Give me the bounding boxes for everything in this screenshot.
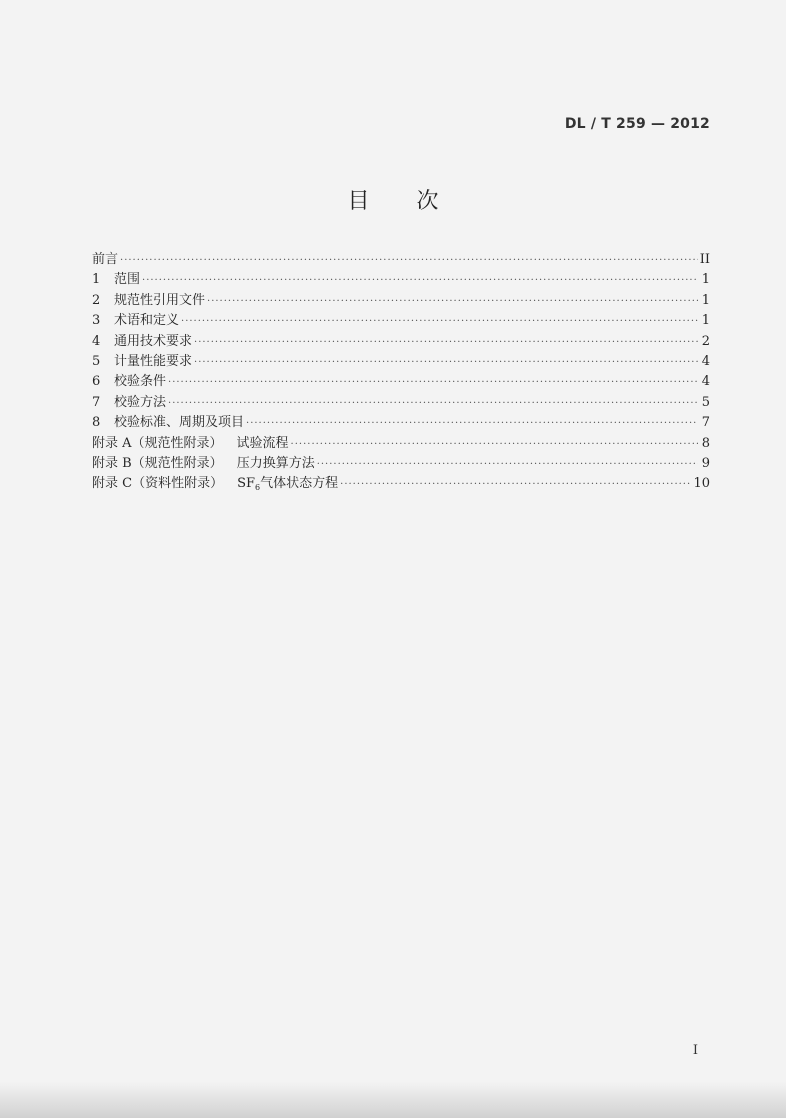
toc-title-suffix: 气体状态方程 <box>260 476 339 492</box>
toc-title-prefix: SF <box>237 476 256 492</box>
toc-entry-title: 规范性引用文件 <box>114 292 206 308</box>
toc-entry-page: 7 <box>701 415 710 431</box>
toc-entry-title: 试验流程 <box>236 435 289 451</box>
toc-leader-dots <box>142 271 698 291</box>
toc-entry-calibration-standards[interactable] <box>92 413 710 433</box>
table-of-contents <box>92 250 710 495</box>
toc-entry-appendix-a[interactable] <box>92 434 710 454</box>
toc-entry-title: 前言 <box>92 252 119 267</box>
toc-leader-dots <box>317 455 698 475</box>
toc-entry-appendix-c[interactable] <box>92 474 710 494</box>
toc-title-subscript: 6 <box>255 483 261 493</box>
toc-entry-title: 通用技术要求 <box>114 333 193 349</box>
toc-leader-dots <box>207 292 698 312</box>
toc-entry-terms[interactable] <box>92 311 710 331</box>
toc-leader-dots <box>120 251 698 271</box>
toc-leader-dots <box>246 414 698 434</box>
toc-entry-calibration-conditions[interactable] <box>92 372 710 392</box>
toc-entry-number: 附录 C（资料性附录） <box>92 476 224 492</box>
toc-entry-number: 2 <box>92 292 101 308</box>
toc-entry-normative-references[interactable] <box>92 291 710 311</box>
toc-entry-page: 4 <box>701 353 710 369</box>
toc-entry-metrological-requirements[interactable] <box>92 352 710 372</box>
toc-entry-number: 3 <box>92 313 101 329</box>
toc-entry-page: 5 <box>701 394 710 410</box>
toc-entry-foreword[interactable] <box>92 250 710 270</box>
toc-entry-title: 压力换算方法 <box>236 455 315 471</box>
toc-entry-number: 5 <box>92 353 101 369</box>
toc-entry-appendix-b[interactable] <box>92 454 710 474</box>
toc-leader-dots <box>291 435 698 455</box>
toc-entry-number: 8 <box>92 415 101 431</box>
toc-entry-title: 计量性能要求 <box>114 353 193 369</box>
toc-entry-number: 6 <box>92 374 101 390</box>
toc-entry-title: 校验方法 <box>114 394 167 410</box>
toc-entry-page: 1 <box>701 313 710 329</box>
toc-entry-title: 校验条件 <box>114 374 167 390</box>
toc-entry-general-requirements[interactable] <box>92 332 710 352</box>
toc-entry-scope[interactable] <box>92 270 710 290</box>
toc-entry-page: 1 <box>701 292 710 308</box>
toc-leader-dots <box>168 373 698 393</box>
page-title: 目 次 <box>347 189 439 214</box>
toc-entry-page: 4 <box>701 374 710 390</box>
toc-entry-page: 1 <box>701 272 710 288</box>
toc-leader-dots <box>168 394 698 414</box>
toc-entry-page: 2 <box>701 333 710 349</box>
toc-entry-calibration-methods[interactable] <box>92 393 710 413</box>
toc-entry-number: 附录 A（规范性附录） <box>92 435 223 451</box>
toc-entry-page: 10 <box>693 476 710 492</box>
toc-entry-page: II <box>699 252 710 267</box>
toc-entry-number: 1 <box>92 272 101 288</box>
toc-entry-number: 附录 B（规范性附录） <box>92 455 223 471</box>
toc-leader-dots <box>194 353 698 373</box>
toc-entry-page: 9 <box>701 455 710 471</box>
toc-leader-dots <box>194 333 698 353</box>
page-number: I <box>692 1043 698 1058</box>
toc-leader-dots <box>181 312 698 332</box>
toc-entry-title <box>237 474 338 495</box>
toc-entry-number: 4 <box>92 333 101 349</box>
toc-entry-title: 校验标准、周期及项目 <box>114 415 245 431</box>
toc-entry-title: 术语和定义 <box>114 313 180 329</box>
toc-entry-title: 范围 <box>114 272 141 288</box>
standard-code: DL / T 259 — 2012 <box>564 116 710 132</box>
toc-entry-number: 7 <box>92 394 101 410</box>
toc-leader-dots <box>340 475 691 495</box>
toc-entry-page: 8 <box>701 435 710 451</box>
